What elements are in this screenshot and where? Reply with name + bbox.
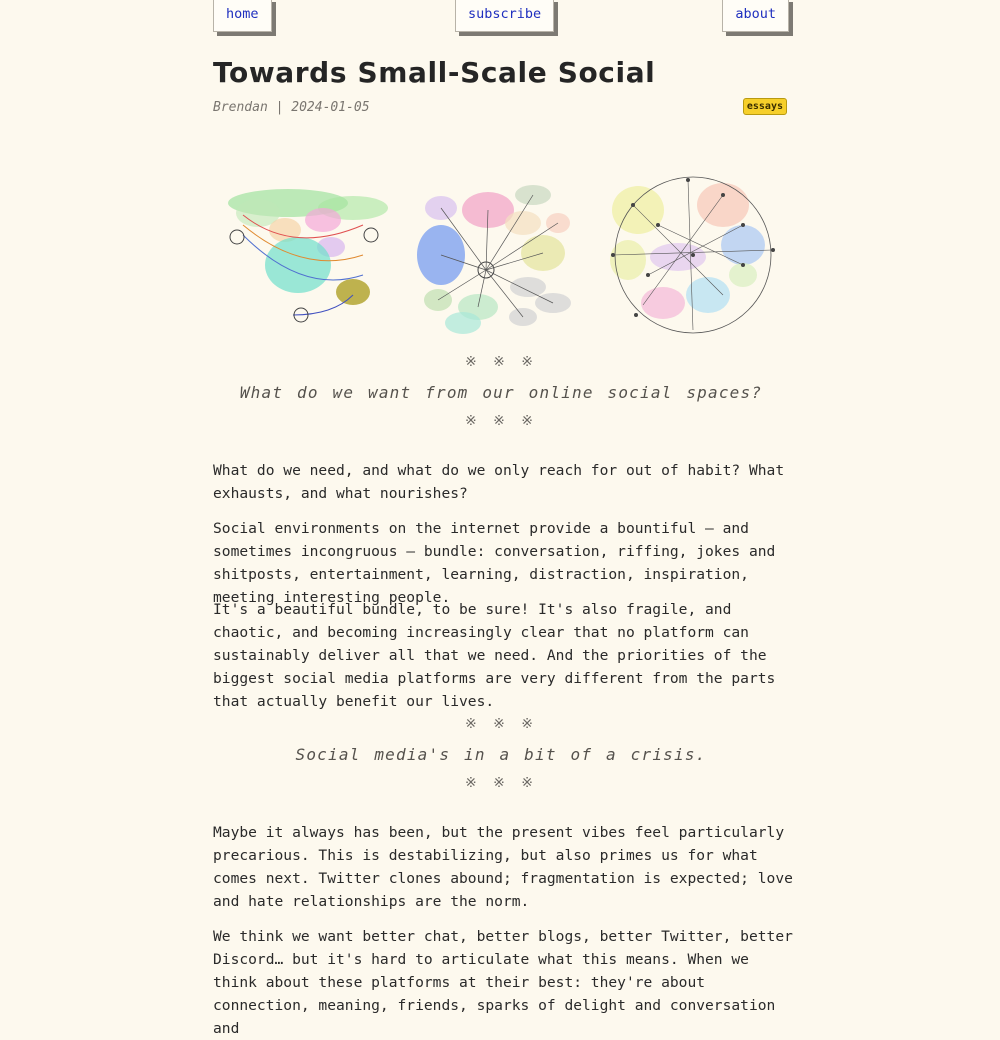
illustration-panel-1 — [228, 189, 388, 322]
pull-quote-2: Social media's in a bit of a crisis. — [295, 745, 707, 764]
paragraph-5: We think we want better chat, better blogs, better Twitter, better Discord… but it's hard to articulate what this means. When we think about these platforms at their best: they're about connection, meaning, friends, sparks of delight and conversation and — [213, 928, 793, 1037]
illustration-panel-3 — [610, 177, 775, 333]
section-divider: ※ ※ ※ — [464, 413, 538, 429]
post-title: Towards Small-Scale Social — [213, 56, 656, 89]
nav-subscribe-link[interactable]: subscribe — [455, 0, 554, 32]
nav-home-link[interactable]: home — [213, 0, 272, 32]
page — [213, 0, 793, 1037]
post-byline: Brendan | 2024-01-05 — [213, 100, 370, 115]
paragraph-1: What do we need, and what do we only reach for out of habit? What exhausts, and what nourishes? — [213, 462, 785, 502]
section-divider: ※ ※ ※ — [464, 354, 538, 370]
post-meta — [213, 100, 789, 115]
paragraph-3: It's a beautiful bundle, to be sure! It's also fragile, and chaotic, and becoming increasingly clear that no platform can sustainably deliver all that we need. And the priorities of the biggest social media platforms are very different from the parts that actually benefit our lives. — [213, 601, 776, 710]
nav-about-link[interactable]: about — [722, 0, 789, 32]
pull-quote-1: What do we want from our online social spaces? — [239, 383, 763, 402]
top-nav — [213, 0, 789, 34]
essays-tag[interactable]: essays — [743, 98, 787, 115]
section-divider: ※ ※ ※ — [464, 775, 538, 791]
illustration-panel-2 — [417, 185, 571, 334]
paragraph-4: Maybe it always has been, but the present vibes feel particularly precarious. This is destabilizing, but also primes us for what comes next. Twitter clones abound; fragmentation is expected; love and hate relationships are the norm. — [213, 824, 793, 910]
illustration-social-maps — [213, 165, 789, 350]
paragraph-2: Social environments on the internet provide a bountiful — and sometimes incongruous — bundle: conversation, riffing, jokes and shitposts, entertainment, learning, distraction, inspiration, meeting interesting people. — [213, 520, 776, 606]
section-divider: ※ ※ ※ — [464, 716, 538, 732]
